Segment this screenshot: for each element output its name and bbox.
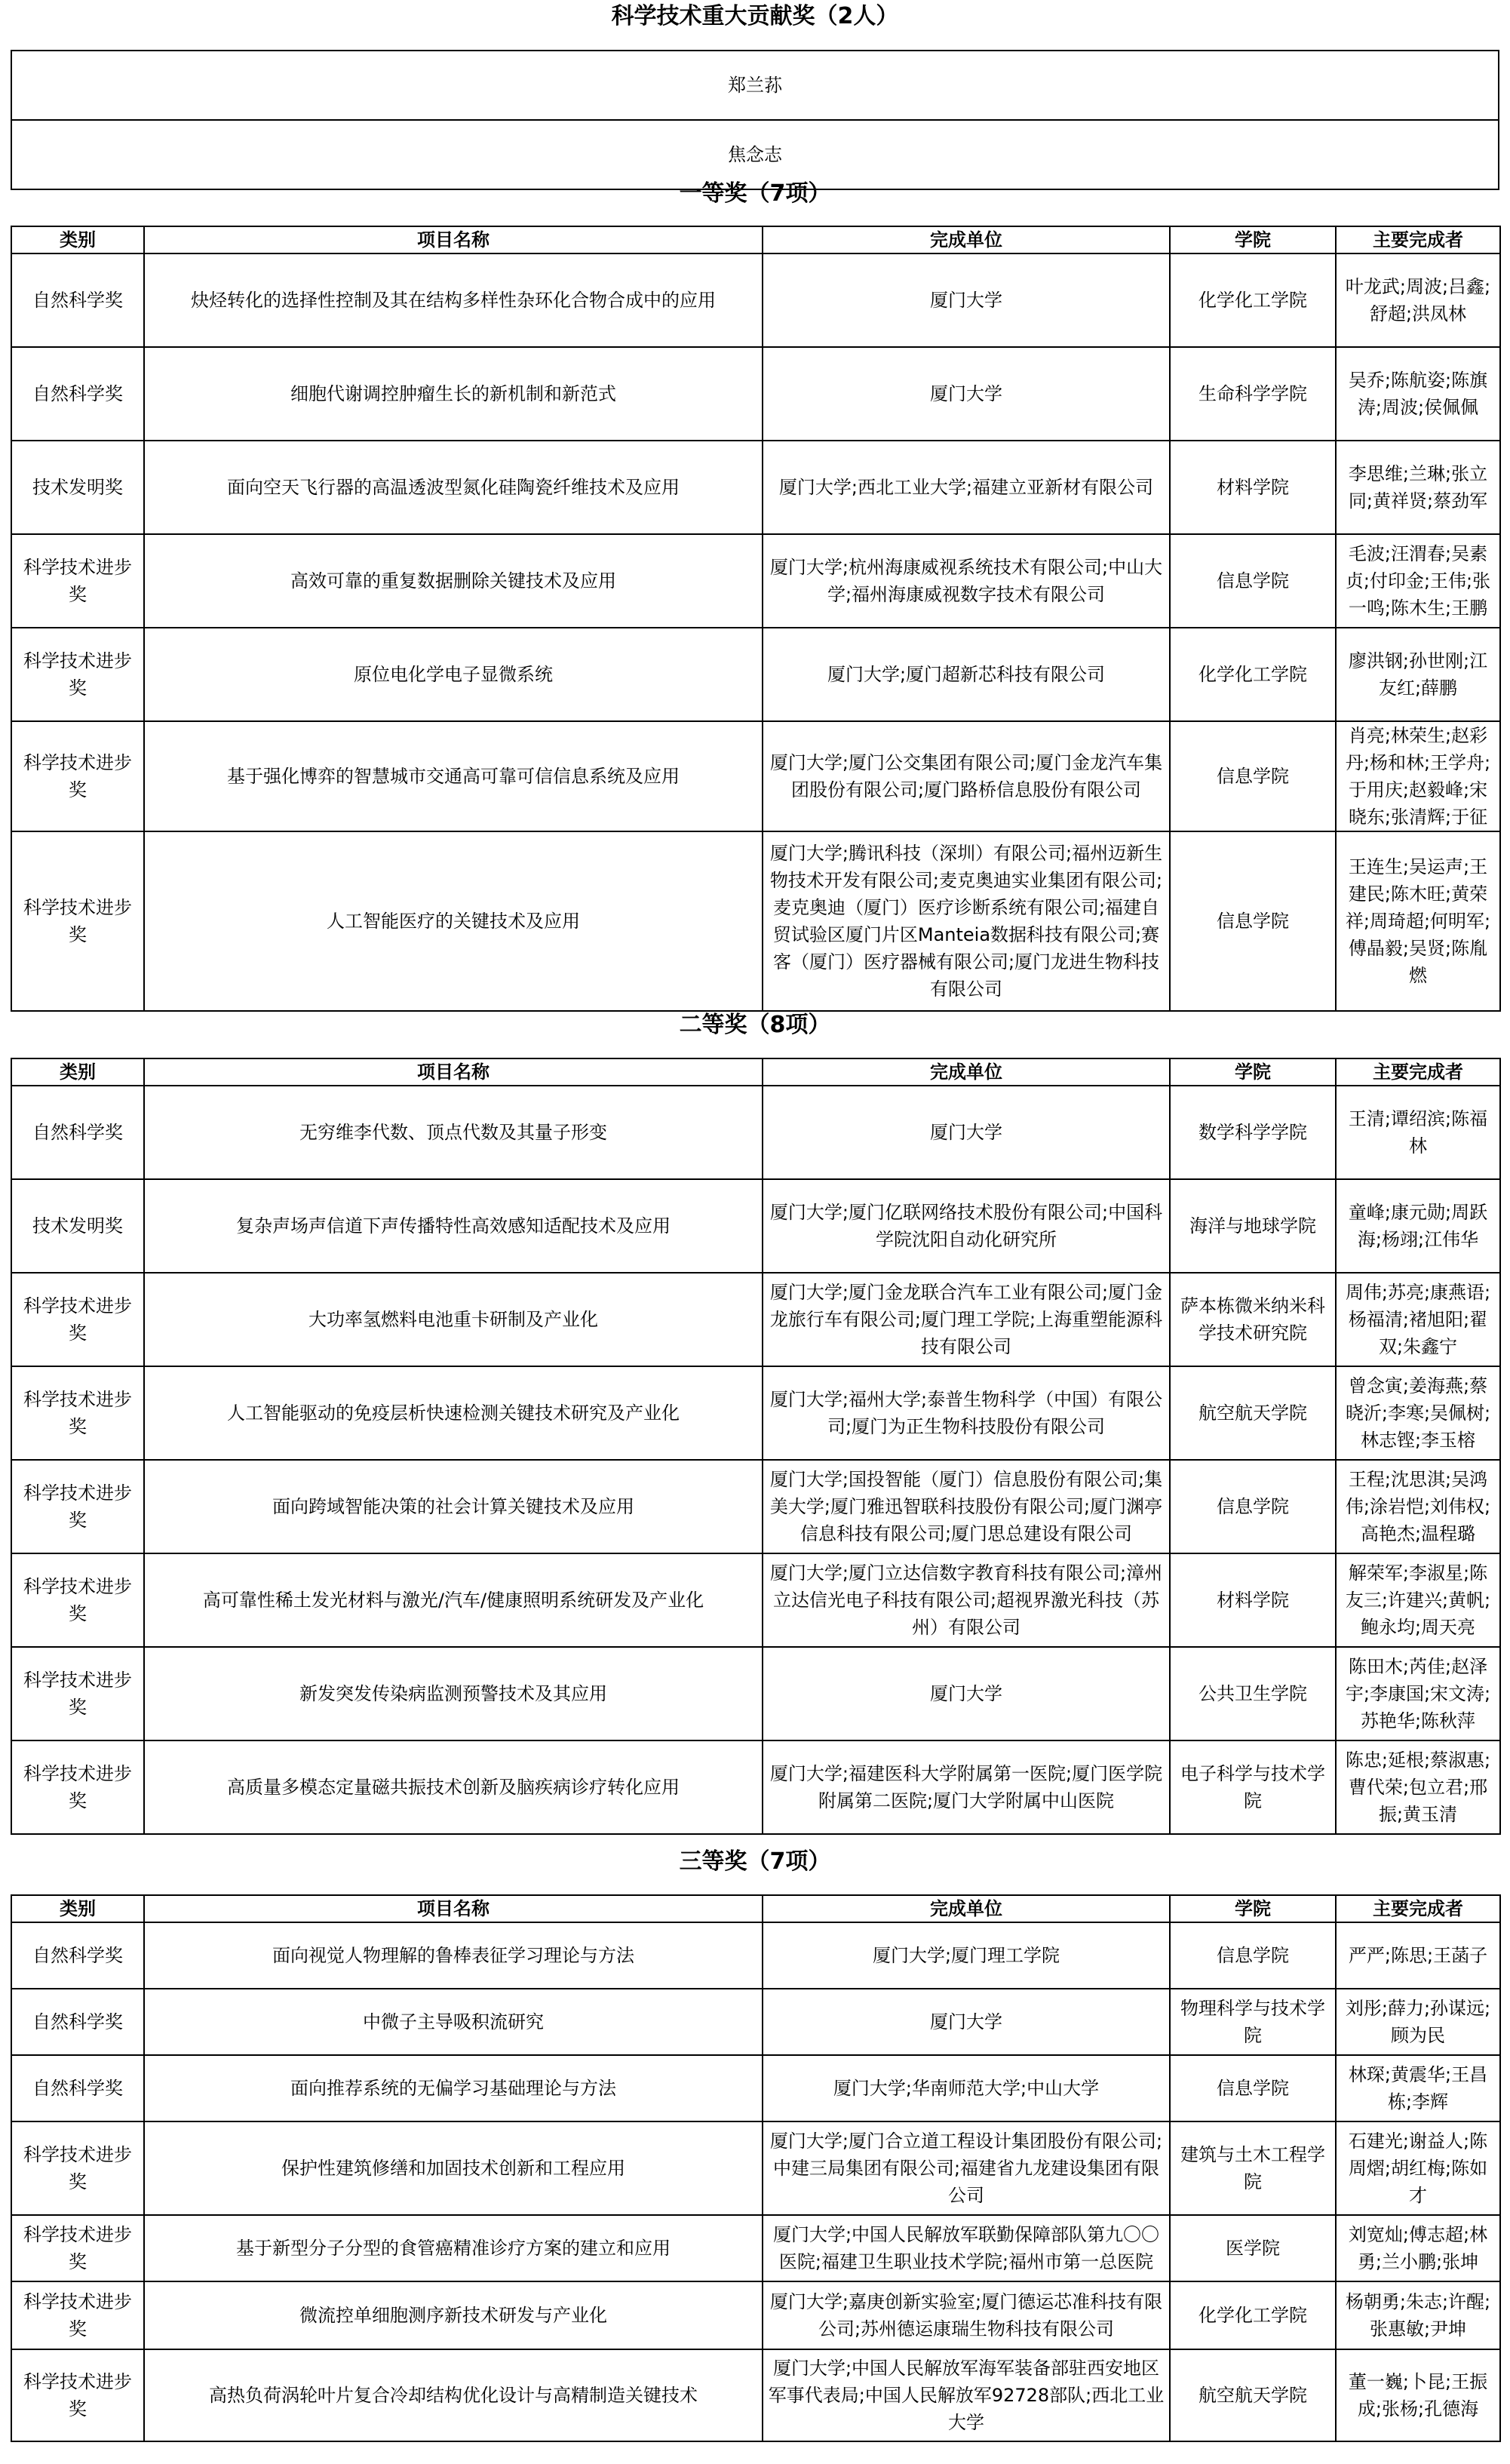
category-cell: 科学技术进步奖 [11,1273,144,1366]
category-cell: 技术发明奖 [11,441,144,534]
contributors-cell: 廖洪钢;孙世刚;江友红;薛鹏 [1336,628,1500,721]
contributors-cell: 解荣军;李淑星;陈友三;许建兴;黄帆;鲍永均;周天亮 [1336,1553,1500,1647]
college-cell: 信息学院 [1170,831,1336,1011]
table-row [11,1366,1500,1460]
contributors-cell: 杨朝勇;朱志;许醒;张惠敏;尹坤 [1336,2281,1500,2349]
category-cell: 科学技术进步奖 [11,534,144,628]
college-cell: 材料学院 [1170,1553,1336,1647]
unit-cell: 厦门大学;福建医科大学附属第一医院;厦门医学院附属第二医院;厦门大学附属中山医院 [763,1740,1170,1834]
category-cell: 科学技术进步奖 [11,1647,144,1740]
category-cell: 技术发明奖 [11,1179,144,1273]
college-cell: 材料学院 [1170,441,1336,534]
contributors-cell: 曾念寅;姜海燕;蔡晓沂;李寒;吴佩树;林志铿;李玉榕 [1336,1366,1500,1460]
contributors-cell: 陈忠;延根;蔡淑惠;曹代荣;包立君;邢振;黄玉清 [1336,1740,1500,1834]
category-cell: 科学技术进步奖 [11,831,144,1011]
category-cell: 自然科学奖 [11,2055,144,2121]
column-header: 主要完成者 [1336,226,1500,253]
unit-cell: 厦门大学;厦门理工学院 [763,1922,1170,1989]
project-name-cell: 无穷维李代数、顶点代数及其量子形变 [144,1086,763,1179]
table-row [11,2055,1500,2121]
college-cell: 化学化工学院 [1170,628,1336,721]
table-row [11,831,1500,1011]
project-name-cell: 高质量多模态定量磁共振技术创新及脑疾病诊疗转化应用 [144,1740,763,1834]
category-cell: 科学技术进步奖 [11,1553,144,1647]
unit-cell: 厦门大学 [763,347,1170,441]
contributors-cell: 严严;陈思;王菡子 [1336,1922,1500,1989]
unit-cell: 厦门大学 [763,1086,1170,1179]
college-cell: 公共卫生学院 [1170,1647,1336,1740]
category-cell: 科学技术进步奖 [11,721,144,831]
project-name-cell: 面向空天飞行器的高温透波型氮化硅陶瓷纤维技术及应用 [144,441,763,534]
table-row [11,1179,1500,1273]
column-header: 类别 [11,226,144,253]
project-name-cell: 中微子主导吸积流研究 [144,1989,763,2055]
table-row [11,2121,1500,2215]
contributors-cell: 周伟;苏亮;康燕语;杨福清;褚旭阳;翟双;朱鑫宁 [1336,1273,1500,1366]
table-row [11,2281,1500,2349]
contributors-cell: 叶龙武;周波;吕鑫;舒超;洪凤林 [1336,253,1500,347]
awardee-name: 焦念志 [11,120,1499,189]
contributors-cell: 王清;谭绍滨;陈福林 [1336,1086,1500,1179]
unit-cell: 厦门大学;杭州海康威视系统技术有限公司;中山大学;福州海康威视数字技术有限公司 [763,534,1170,628]
column-header: 完成单位 [763,1895,1170,1922]
category-cell: 科学技术进步奖 [11,2281,144,2349]
project-name-cell: 高热负荷涡轮叶片复合冷却结构优化设计与高精制造关键技术 [144,2349,763,2441]
college-cell: 信息学院 [1170,2055,1336,2121]
project-name-cell: 大功率氢燃料电池重卡研制及产业化 [144,1273,763,1366]
college-cell: 信息学院 [1170,1922,1336,1989]
column-header: 项目名称 [144,1058,763,1086]
table-row [11,1553,1500,1647]
college-cell: 萨本栋微米纳米科学技术研究院 [1170,1273,1336,1366]
column-header: 类别 [11,1895,144,1922]
category-cell: 科学技术进步奖 [11,2215,144,2281]
table-row [11,534,1500,628]
category-cell: 自然科学奖 [11,347,144,441]
project-name-cell: 面向视觉人物理解的鲁棒表征学习理论与方法 [144,1922,763,1989]
special-award-title: 科学技术重大贡献奖（2人） [611,3,899,29]
unit-cell: 厦门大学;腾讯科技（深圳）有限公司;福州迈新生物技术开发有限公司;麦克奥迪实业集团有限公司;麦克奥迪（厦门）医疗诊断系统有限公司;福建自贸试验区厦门片区Manteia数据科技有限公司;赛客（厦门）医疗器械有限公司;厦门龙进生物科技有限公司 [763,831,1170,1011]
contributors-cell: 王连生;吴运声;王建民;陈木旺;黄荣祥;周琦超;何明军;傅晶毅;吴贤;陈胤燃 [1336,831,1500,1011]
section-title: 二等奖（8项） [679,1012,831,1038]
project-name-cell: 复杂声场声信道下声传播特性高效感知适配技术及应用 [144,1179,763,1273]
college-cell: 海洋与地球学院 [1170,1179,1336,1273]
college-cell: 化学化工学院 [1170,253,1336,347]
unit-cell: 厦门大学;厦门合立道工程设计集团股份有限公司;中建三局集团有限公司;福建省九龙建设集团有限公司 [763,2121,1170,2215]
project-name-cell: 人工智能驱动的免疫层析快速检测关键技术研究及产业化 [144,1366,763,1460]
column-header: 学院 [1170,1058,1336,1086]
column-header: 主要完成者 [1336,1058,1500,1086]
table-row [11,721,1500,831]
unit-cell: 厦门大学;厦门立达信数字教育科技有限公司;漳州立达信光电子科技有限公司;超视界激光科技（苏州）有限公司 [763,1553,1170,1647]
category-cell: 自然科学奖 [11,253,144,347]
project-name-cell: 微流控单细胞测序新技术研发与产业化 [144,2281,763,2349]
category-cell: 自然科学奖 [11,1086,144,1179]
award-table [11,226,1501,1012]
contributors-cell: 陈田木;芮佳;赵泽宇;李康国;宋文涛;苏艳华;陈秋萍 [1336,1647,1500,1740]
unit-cell: 厦门大学 [763,1989,1170,2055]
table-row [11,1273,1500,1366]
table-row [11,51,1499,120]
project-name-cell: 保护性建筑修缮和加固技术创新和工程应用 [144,2121,763,2215]
unit-cell: 厦门大学 [763,1647,1170,1740]
special-award-table [11,50,1499,190]
contributors-cell: 石建光;谢益人;陈周熠;胡红梅;陈如才 [1336,2121,1500,2215]
category-cell: 科学技术进步奖 [11,1460,144,1553]
table-row [11,1460,1500,1553]
awardee-name: 郑兰荪 [11,51,1499,120]
unit-cell: 厦门大学;厦门超新芯科技有限公司 [763,628,1170,721]
college-cell: 医学院 [1170,2215,1336,2281]
contributors-cell: 童峰;康元勋;周跃海;杨翊;江伟华 [1336,1179,1500,1273]
unit-cell: 厦门大学;华南师范大学;中山大学 [763,2055,1170,2121]
contributors-cell: 刘宽灿;傅志超;林勇;兰小鹏;张坤 [1336,2215,1500,2281]
column-header: 学院 [1170,226,1336,253]
award-table [11,1058,1501,1835]
college-cell: 数学科学学院 [1170,1086,1336,1179]
category-cell: 自然科学奖 [11,1989,144,2055]
table-row [11,628,1500,721]
table-row [11,1647,1500,1740]
table-row [11,1086,1500,1179]
project-name-cell: 人工智能医疗的关键技术及应用 [144,831,763,1011]
table-row [11,2349,1500,2441]
table-row [11,1922,1500,1989]
college-cell: 航空航天学院 [1170,2349,1336,2441]
contributors-cell: 毛波;汪渭春;吴素贞;付印金;王伟;张一鸣;陈木生;王鹏 [1336,534,1500,628]
column-header: 主要完成者 [1336,1895,1500,1922]
project-name-cell: 基于强化博弈的智慧城市交通高可靠可信信息系统及应用 [144,721,763,831]
category-cell: 科学技术进步奖 [11,628,144,721]
college-cell: 航空航天学院 [1170,1366,1336,1460]
unit-cell: 厦门大学;福州大学;泰普生物科学（中国）有限公司;厦门为正生物科技股份有限公司 [763,1366,1170,1460]
unit-cell: 厦门大学;厦门亿联网络技术股份有限公司;中国科学院沈阳自动化研究所 [763,1179,1170,1273]
section-title: 一等奖（7项） [679,180,831,207]
unit-cell: 厦门大学;厦门金龙联合汽车工业有限公司;厦门金龙旅行车有限公司;厦门理工学院;上海重塑能源科技有限公司 [763,1273,1170,1366]
college-cell: 化学化工学院 [1170,2281,1336,2349]
contributors-cell: 李思维;兰琳;张立同;黄祥贤;蔡劲军 [1336,441,1500,534]
column-header: 学院 [1170,1895,1336,1922]
column-header: 项目名称 [144,1895,763,1922]
table-header-row [11,226,1500,253]
table-row [11,1740,1500,1834]
project-name-cell: 细胞代谢调控肿瘤生长的新机制和新范式 [144,347,763,441]
table-row [11,347,1500,441]
contributors-cell: 林琛;黄震华;王昌栋;李辉 [1336,2055,1500,2121]
contributors-cell: 王程;沈思淇;吴鸿伟;涂岩恺;刘伟权;高艳杰;温程璐 [1336,1460,1500,1553]
unit-cell: 厦门大学;国投智能（厦门）信息股份有限公司;集美大学;厦门雅迅智联科技股份有限公司;厦门渊亭信息科技有限公司;厦门思总建设有限公司 [763,1460,1170,1553]
table-header-row [11,1895,1500,1922]
category-cell: 科学技术进步奖 [11,1740,144,1834]
project-name-cell: 面向跨域智能决策的社会计算关键技术及应用 [144,1460,763,1553]
unit-cell: 厦门大学;厦门公交集团有限公司;厦门金龙汽车集团股份有限公司;厦门路桥信息股份有限公司 [763,721,1170,831]
column-header: 项目名称 [144,226,763,253]
column-header: 类别 [11,1058,144,1086]
category-cell: 科学技术进步奖 [11,1366,144,1460]
table-row [11,2215,1500,2281]
project-name-cell: 面向推荐系统的无偏学习基础理论与方法 [144,2055,763,2121]
college-cell: 电子科学与技术学院 [1170,1740,1336,1834]
project-name-cell: 基于新型分子分型的食管癌精准诊疗方案的建立和应用 [144,2215,763,2281]
award-table [11,1894,1501,2442]
project-name-cell: 高效可靠的重复数据删除关键技术及应用 [144,534,763,628]
project-name-cell: 炔烃转化的选择性控制及其在结构多样性杂环化合物合成中的应用 [144,253,763,347]
college-cell: 物理科学与技术学院 [1170,1989,1336,2055]
column-header: 完成单位 [763,226,1170,253]
unit-cell: 厦门大学;西北工业大学;福建立亚新材有限公司 [763,441,1170,534]
college-cell: 信息学院 [1170,534,1336,628]
contributors-cell: 董一巍;卜昆;王振成;张杨;孔德海 [1336,2349,1500,2441]
unit-cell: 厦门大学;中国人民解放军联勤保障部队第九〇〇医院;福建卫生职业技术学院;福州市第一总医院 [763,2215,1170,2281]
college-cell: 生命科学学院 [1170,347,1336,441]
college-cell: 建筑与土木工程学院 [1170,2121,1336,2215]
table-header-row [11,1058,1500,1086]
project-name-cell: 高可靠性稀土发光材料与激光/汽车/健康照明系统研发及产业化 [144,1553,763,1647]
table-row [11,253,1500,347]
category-cell: 科学技术进步奖 [11,2121,144,2215]
section-title: 三等奖（7项） [679,1848,831,1875]
table-row [11,1989,1500,2055]
contributors-cell: 刘彤;薛力;孙谋远;顾为民 [1336,1989,1500,2055]
category-cell: 科学技术进步奖 [11,2349,144,2441]
college-cell: 信息学院 [1170,721,1336,831]
project-name-cell: 新发突发传染病监测预警技术及其应用 [144,1647,763,1740]
project-name-cell: 原位电化学电子显微系统 [144,628,763,721]
category-cell: 自然科学奖 [11,1922,144,1989]
contributors-cell: 吴乔;陈航姿;陈旗涛;周波;侯佩佩 [1336,347,1500,441]
column-header: 完成单位 [763,1058,1170,1086]
contributors-cell: 肖亮;林荣生;赵彩丹;杨和林;王学舟;于用庆;赵毅峰;宋晓东;张清辉;于征 [1336,721,1500,831]
table-row [11,441,1500,534]
college-cell: 信息学院 [1170,1460,1336,1553]
unit-cell: 厦门大学 [763,253,1170,347]
unit-cell: 厦门大学;嘉庚创新实验室;厦门德运芯准科技有限公司;苏州德运康瑞生物科技有限公司 [763,2281,1170,2349]
unit-cell: 厦门大学;中国人民解放军海军装备部驻西安地区军事代表局;中国人民解放军92728部队;西北工业大学 [763,2349,1170,2441]
